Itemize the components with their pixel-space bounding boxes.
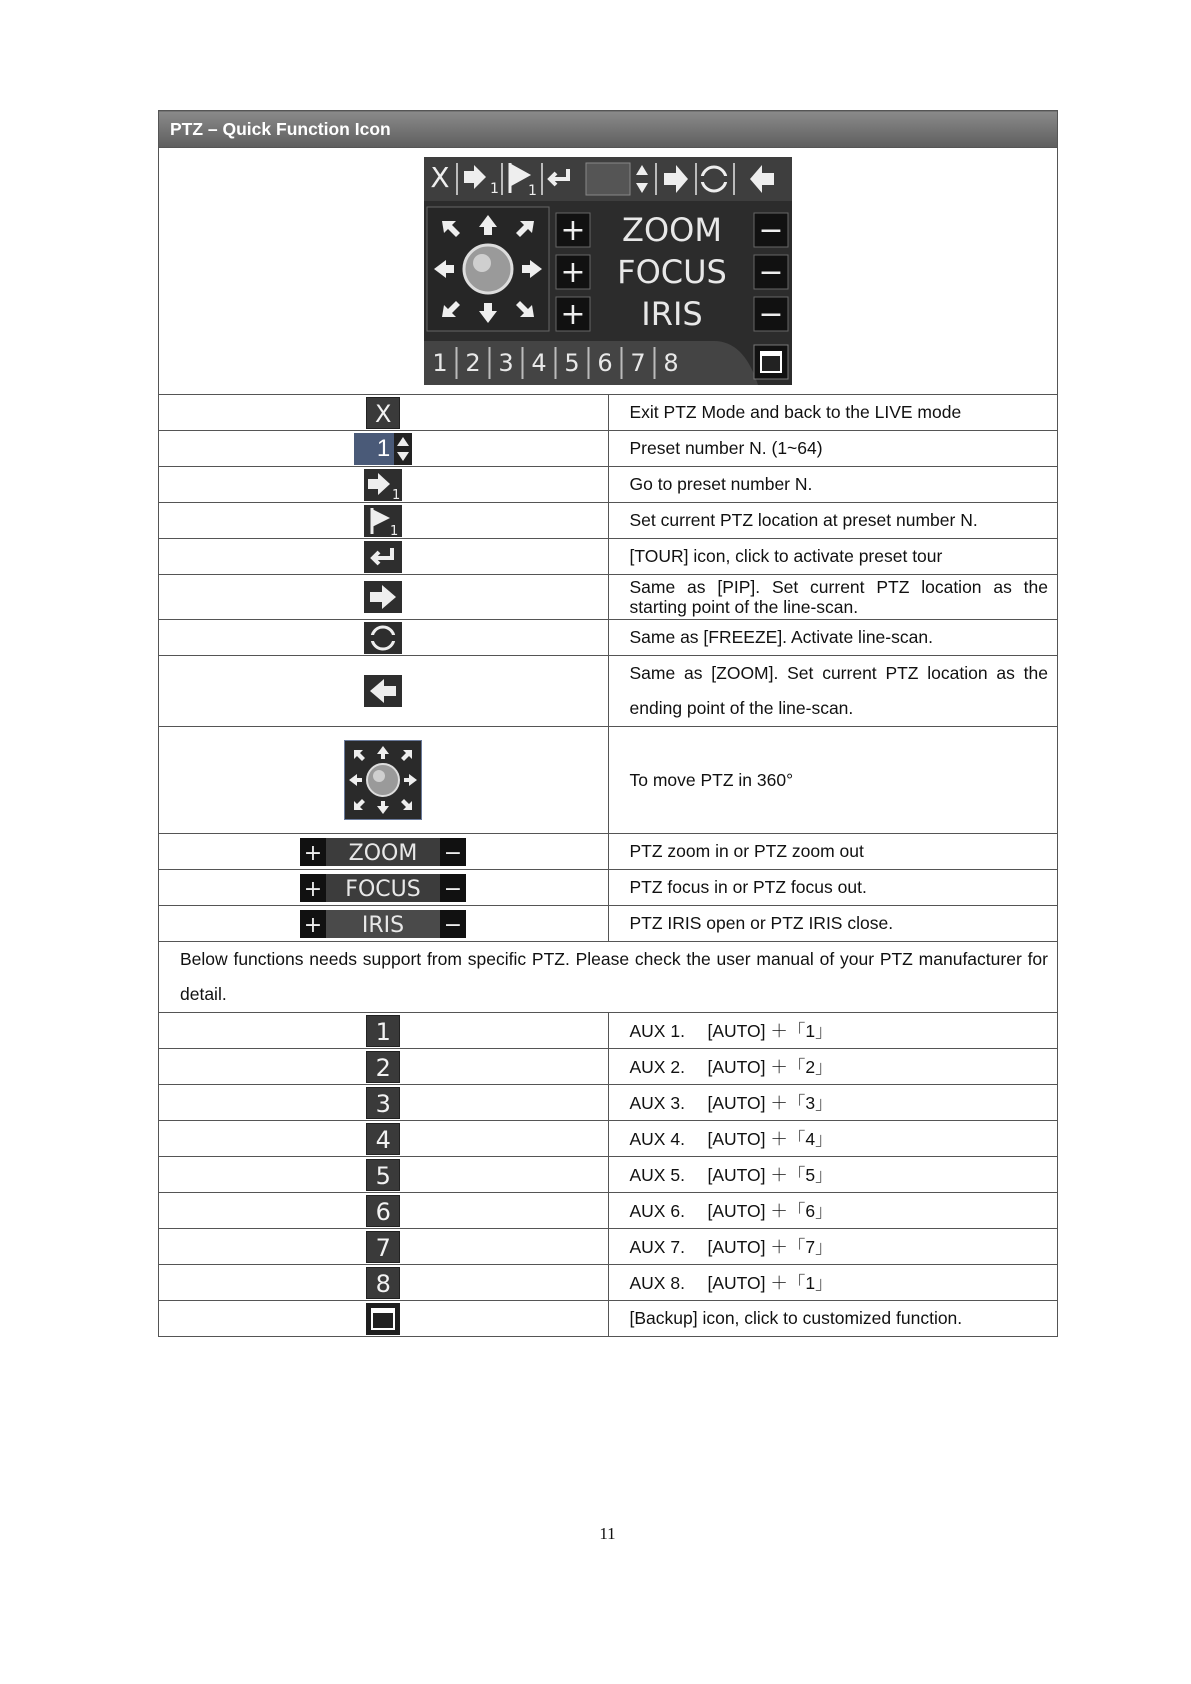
ptz-panel-cell [159,148,1058,395]
aux-icon-cell [159,1121,609,1157]
svg-text:−: − [444,876,463,902]
panel-joystick[interactable] [427,207,549,331]
aux-icon-cell [159,1265,609,1301]
row-description: Go to preset number N. [608,467,1058,503]
aux-2-icon: 2 [366,1051,400,1083]
exit-icon-cell [159,395,609,431]
svg-text:FOCUS: FOCUS [345,876,421,902]
tour-icon-cell [159,539,609,575]
aux-row [608,1157,1058,1193]
row-description: Preset number N. (1~64) [608,431,1058,467]
zoom-control-icon [300,838,466,866]
arrow-left-icon [364,675,402,707]
backup-icon-cell [159,1301,609,1337]
ptz-support-note: Below functions needs support from specific PTZ. Please check the user manual of your PTZ manufacturer for detail. [159,942,1058,1013]
svg-text:ZOOM: ZOOM [348,840,418,866]
aux-row [608,1229,1058,1265]
aux-description: [AUTO] ＋「6」 [707,1201,833,1221]
svg-text:1: 1 [392,487,401,501]
aux-label: AUX 8. [629,1273,685,1293]
svg-text:−: − [758,255,784,290]
aux-row [608,1013,1058,1049]
svg-text:1: 1 [528,183,537,199]
aux-description: [AUTO] ＋「4」 [707,1129,833,1149]
zoom-control-icon-cell [159,834,609,870]
tour-icon [364,541,402,573]
row-description: PTZ focus in or PTZ focus out. [608,870,1058,906]
panel-preset-4-button[interactable]: 4 [531,349,547,377]
set-preset-icon-cell [159,503,609,539]
panel-iris-minus-button[interactable] [754,297,788,332]
panel-iris-plus-button[interactable] [556,297,590,332]
goto-preset-icon-cell [159,467,609,503]
aux-6-icon: 6 [366,1195,400,1227]
row-description: PTZ IRIS open or PTZ IRIS close. [608,906,1058,942]
panel-zoom-label: ZOOM [622,211,722,249]
panel-preset-input[interactable] [586,163,630,195]
aux-8-icon: 8 [366,1267,400,1299]
focus-control-icon-cell [159,870,609,906]
panel-exit-icon[interactable]: X [430,161,450,194]
arrow-right-icon-cell [159,575,609,620]
panel-preset-2-button[interactable]: 2 [465,349,481,377]
aux-row [608,1085,1058,1121]
row-description: PTZ zoom in or PTZ zoom out [608,834,1058,870]
aux-description: [AUTO] ＋「2」 [707,1057,833,1077]
aux-icon-cell [159,1049,609,1085]
iris-control-icon-cell [159,906,609,942]
aux-icon-cell [159,1157,609,1193]
backup-icon [366,1303,400,1335]
aux-4-icon: 4 [366,1123,400,1155]
page-number: 11 [599,1524,616,1543]
aux-7-icon: 7 [366,1231,400,1263]
row-description: Set current PTZ location at preset number N. [608,503,1058,539]
aux-description: [AUTO] ＋「1」 [707,1273,833,1293]
aux-label: AUX 2. [629,1057,685,1077]
aux-row [608,1193,1058,1229]
panel-focus-minus-button[interactable] [754,255,788,290]
svg-text:−: − [444,840,463,866]
arrow-right-icon [364,581,402,613]
panel-focus-label: FOCUS [617,253,727,291]
row-description: Same as [ZOOM]. Set current PTZ location as the ending point of the line-scan. [608,656,1058,727]
svg-text:−: − [444,912,463,938]
joystick-icon-cell [159,727,609,834]
line-scan-icon-cell [159,620,609,656]
panel-focus-plus-button[interactable] [556,255,590,290]
svg-text:1: 1 [390,523,399,537]
joystick-icon [344,740,422,820]
table-header: PTZ – Quick Function Icon [159,111,1058,148]
svg-text:−: − [758,213,784,248]
preset-number-value: 1 [354,433,394,465]
preset-number-icon-cell [159,431,609,467]
aux-description: [AUTO] ＋「7」 [707,1237,833,1257]
aux-description: [AUTO] ＋「3」 [707,1093,833,1113]
svg-text:+: + [304,876,323,902]
line-scan-icon [364,622,402,654]
row-description: [Backup] icon, click to customized function. [608,1301,1058,1337]
panel-zoom-minus-button[interactable] [754,213,788,248]
aux-3-icon: 3 [366,1087,400,1119]
panel-preset-bar [432,347,678,379]
panel-preset-7-button[interactable]: 7 [630,349,646,377]
aux-icon-cell [159,1013,609,1049]
svg-text:+: + [560,213,586,248]
svg-text:−: − [758,297,784,332]
panel-preset-5-button[interactable]: 5 [564,349,580,377]
aux-icon-cell [159,1229,609,1265]
aux-label: AUX 1. [629,1021,685,1041]
aux-description: [AUTO] ＋「1」 [707,1021,833,1041]
preset-stepper-icon [394,433,412,465]
aux-row [608,1121,1058,1157]
preset-number-icon [354,433,412,465]
aux-icon-cell [159,1085,609,1121]
panel-backup-button[interactable] [754,345,788,379]
aux-label: AUX 4. [629,1129,685,1149]
aux-row [608,1049,1058,1085]
svg-text:1: 1 [490,181,499,197]
aux-label: AUX 5. [629,1165,685,1185]
aux-5-icon: 5 [366,1159,400,1191]
row-description: To move PTZ in 360° [608,727,1058,834]
goto-preset-icon [364,469,402,501]
aux-label: AUX 7. [629,1237,685,1257]
set-preset-icon [364,505,402,537]
aux-description: [AUTO] ＋「5」 [707,1165,833,1185]
panel-zoom-plus-button[interactable] [556,213,590,248]
ptz-control-panel [424,157,792,385]
arrow-left-icon-cell [159,656,609,727]
panel-preset-1-button[interactable]: 1 [432,349,448,377]
row-description: Same as [PIP]. Set current PTZ location as the starting point of the line-scan. [608,575,1058,620]
focus-control-icon [300,874,466,902]
svg-text:+: + [560,297,586,332]
row-description: Exit PTZ Mode and back to the LIVE mode [608,395,1058,431]
aux-row [608,1265,1058,1301]
aux-label: AUX 6. [629,1201,685,1221]
iris-control-icon [300,910,466,938]
panel-preset-8-button[interactable]: 8 [663,349,679,377]
svg-text:+: + [560,255,586,290]
svg-text:+: + [304,912,323,938]
panel-iris-label: IRIS [641,295,703,333]
aux-label: AUX 3. [629,1093,685,1113]
row-description: Same as [FREEZE]. Activate line-scan. [608,620,1058,656]
aux-icon-cell [159,1193,609,1229]
exit-icon: X [366,397,400,429]
row-description: [TOUR] icon, click to activate preset tour [608,539,1058,575]
panel-preset-3-button[interactable]: 3 [498,349,514,377]
ptz-icon-table [158,110,1058,1337]
svg-text:IRIS: IRIS [362,912,405,938]
panel-preset-6-button[interactable]: 6 [597,349,613,377]
svg-text:+: + [304,840,323,866]
aux-1-icon: 1 [366,1015,400,1047]
